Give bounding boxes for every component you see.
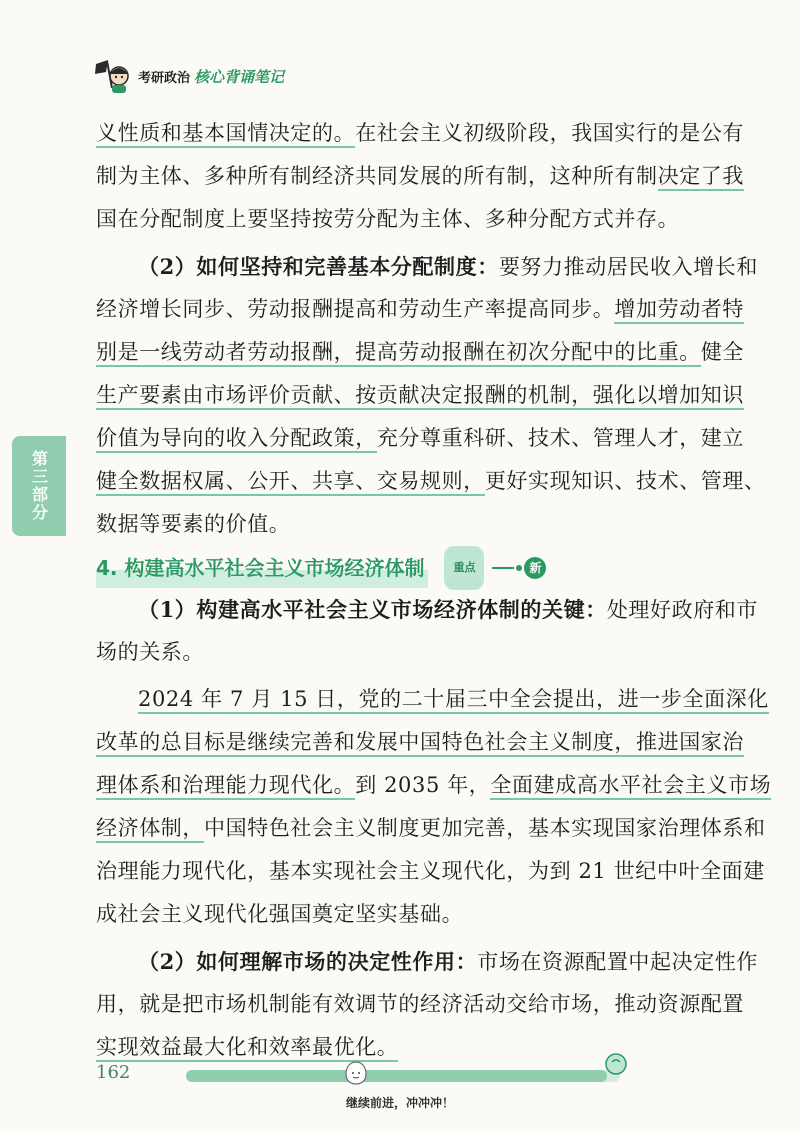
- text-line: [96, 417, 745, 460]
- section-heading: [96, 548, 708, 588]
- text-line: [96, 983, 744, 1026]
- text-span: 别是一线劳动者劳动报酬，提高劳动报酬在初次分配中的比重。: [96, 340, 701, 367]
- text-line: [96, 721, 744, 764]
- progress-fill: [186, 1070, 607, 1082]
- text-line: [96, 374, 744, 417]
- connector-line: [492, 567, 514, 569]
- text-span: 理体系和治理能力现代化。: [96, 773, 355, 800]
- text-span: 增加劳动者特: [614, 297, 744, 324]
- text-span: 到 2035 年，: [355, 773, 491, 797]
- text-span: 中国特色社会主义制度更加完善，基本实现国家治理体系和: [204, 816, 766, 840]
- text-span: 市场在资源配置中起决定性作: [477, 950, 759, 974]
- side-tab-label: 第三部分: [29, 450, 49, 522]
- text-line: [96, 588, 759, 631]
- text-span: 健全数据权属、公开、共享、交易规则，: [96, 469, 485, 496]
- text-span: 经济增长同步、劳动报酬提高和劳动生产率提高同步。: [96, 297, 615, 321]
- text-span: 要努力推动居民收入增长和: [498, 255, 759, 279]
- text-span: 价值为导向的收入分配政策，: [96, 426, 377, 453]
- subheading: （2）如何坚持和完善基本分配制度：: [138, 254, 499, 279]
- key-point-tag: 重点: [444, 546, 484, 590]
- finish-flag-icon: [604, 1052, 628, 1076]
- subheading: （2）如何理解市场的决定性作用：: [138, 949, 478, 974]
- text-line: [96, 198, 708, 241]
- text-span: 改革的总目标是继续完善和发展中国特色社会主义制度，推进国家治: [96, 730, 744, 757]
- text-span: 经济体制，: [96, 816, 204, 843]
- page-content: [96, 112, 772, 1069]
- text-line: [96, 245, 759, 288]
- text-span: 用，就是把市场机制能有效调节的经济活动交给市场，推动资源配置: [96, 992, 744, 1016]
- text-line: [96, 331, 745, 374]
- dot-icon: [516, 565, 522, 571]
- text-line: [96, 807, 766, 850]
- text-line: [96, 850, 765, 893]
- section-title: 4. 构建高水平社会主义市场经济体制: [96, 548, 428, 588]
- text-span: 制为主体、多种所有制经济共同发展的所有制，这种所有制: [96, 164, 658, 188]
- section-side-tab: [12, 436, 66, 536]
- text-line: [96, 893, 708, 936]
- text-line: [96, 503, 708, 546]
- text-line: [96, 631, 708, 674]
- text-line: [96, 678, 769, 721]
- text-span: 健全: [700, 340, 745, 364]
- footer-motto: 继续前进，冲冲冲！: [345, 1096, 454, 1110]
- text-line: [96, 288, 745, 331]
- text-line: [96, 112, 745, 155]
- text-line: [96, 460, 766, 503]
- text-span: 在社会主义初级阶段，我国实行的是公有: [355, 121, 745, 145]
- text-span: 更好实现知识、技术、管理、: [484, 469, 766, 493]
- text-span: 义性质和基本国情决定的。: [96, 121, 355, 148]
- reading-progress-bar: [186, 1070, 620, 1082]
- text-span: 决定了我: [658, 164, 744, 191]
- text-span: 处理好政府和市: [606, 598, 759, 622]
- text-span: 实现效益最大化和效率最优化。: [96, 1035, 398, 1062]
- brand-title: 考研政治: [138, 70, 191, 86]
- mascot-bubble-icon: [344, 1060, 368, 1086]
- new-badge: 新: [524, 557, 546, 579]
- text-line: [96, 940, 759, 983]
- text-line: [96, 764, 772, 807]
- mascot-icon: [92, 58, 132, 94]
- text-span: 生产要素由市场评价贡献、按贡献决定报酬的机制，强化以增加知识: [96, 383, 744, 410]
- text-span: 2024 年 7 月 15 日，党的二十届三中全会提出，进一步全面深化: [138, 687, 769, 714]
- book-header: [92, 58, 284, 94]
- text-span: 成社会主义现代化强国奠定坚实基础。: [96, 902, 464, 926]
- text-span: 数据等要素的价值。: [96, 512, 291, 536]
- text-line: [96, 155, 745, 198]
- text-span: 场的关系。: [96, 640, 204, 664]
- brand-subtitle: 核心背诵笔记: [194, 67, 285, 86]
- text-span: 全面建成高水平社会主义市场: [490, 773, 771, 800]
- page-number: 162: [96, 1062, 131, 1083]
- text-span: 国在分配制度上要坚持按劳分配为主体、多种分配方式并存。: [96, 207, 680, 231]
- text-span: 充分尊重科研、技术、管理人才，建立: [376, 426, 745, 450]
- text-span: 治理能力现代化，基本实现社会主义现代化，为到 21 世纪中叶全面建: [96, 859, 765, 883]
- subheading: （1）构建高水平社会主义市场经济体制的关键：: [138, 597, 607, 622]
